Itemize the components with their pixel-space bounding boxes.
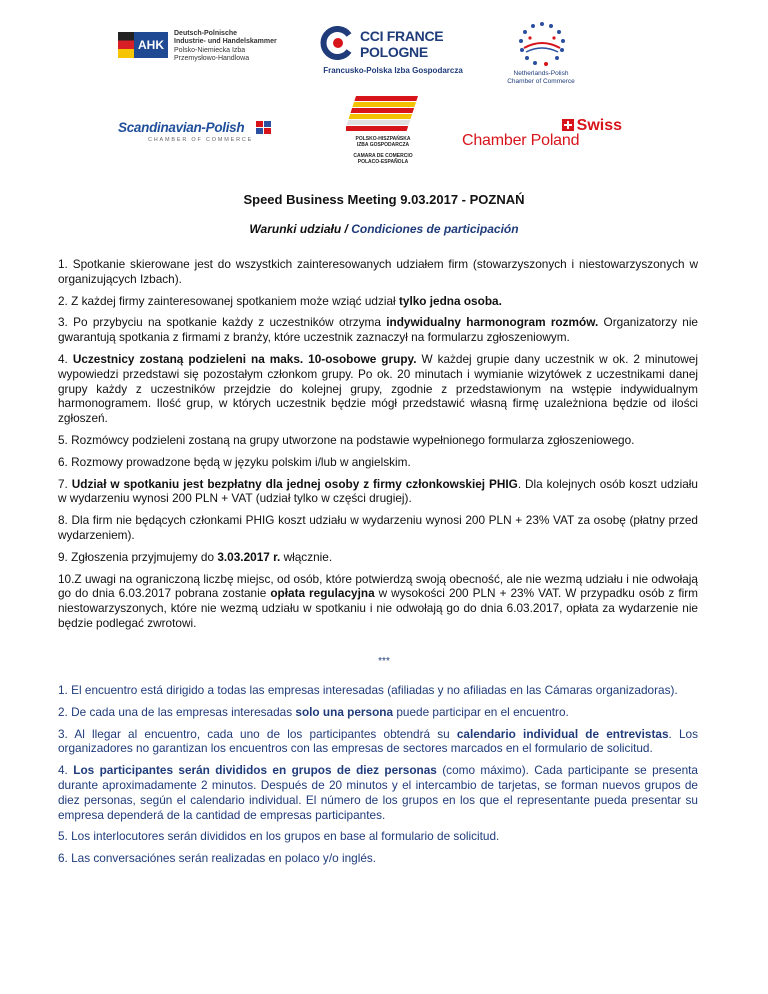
pl-p4-text-c: W każdej grupie dany uczestnik w ok. 2 minutowej wypowiedzi przedstawi się pozostałym członkom grupy. Po ok. 20 minutach i wymianie wizytówek z uczestnikami danej grupy każdy z uczestników przejdzie do kolejnej grupy, zgodnie z przedstawionym na wstępie indywidualnym harmonogramem. Ilość grup, w których uczestnik będzie mógł przedstawić własną firmę uzależniona będzie od ilości zgłoszeń. <box>58 351 698 426</box>
pl-p7-text-c: . Dla kolejnych osób koszt udziału w wydarzeniu wynosi 200 PLN + VAT (udział tylko w części drugiej). <box>58 476 698 506</box>
ahk-line-4: Przemysłowo-Handlowa <box>174 54 250 62</box>
swiss-cross-icon <box>562 119 574 131</box>
scan-subtitle: CHAMBER OF COMMERCE <box>148 137 254 143</box>
ahk-line-1: Deutsch-Polnische <box>174 30 238 37</box>
german-flag-icon <box>118 32 134 58</box>
spanish-conditions <box>58 683 698 873</box>
pl-paragraph-2 <box>58 294 698 309</box>
es-paragraph-4 <box>58 763 698 822</box>
es-paragraph-2 <box>58 705 698 720</box>
cci-subtitle: Francusko-Polska Izba Gospodarcza <box>323 66 463 75</box>
es-p2-bold: solo una persona <box>295 704 394 719</box>
es-p4-text-c: (como máximo). Cada participante se presenta durante aproximadamente 2 minutos. Después de 20 minutos y el intercambio de tarjetas, se forman nuevos grupos de diez personas, según el calendario individual. El número de los grupos en los que el representante pueda presentar su empresa dependerá de la cantidad de empresas participantes. <box>58 763 698 822</box>
section-separator: *** <box>378 656 390 667</box>
pl-p3-text-c: Organizatorzy nie gwarantują spotkania z firmami z branży, które uczestnik zaznaczył na formularzu zgłoszeniowym. <box>58 315 698 345</box>
nl-line-1: Netherlands-Polish <box>513 70 569 77</box>
ahk-line-3: Polsko-Niemiecka Izba <box>174 46 246 54</box>
esp-line-3: CAMARA DE COMERCIO <box>353 152 413 159</box>
pl-p9-text-a: 9. Zgłoszenia przyjmujemy do <box>58 549 218 564</box>
pl-p10-text-a: 10.Z uwagi na ograniczoną liczbę miejsc, od osób, które potwierdzą swoją obecność, ale nie wezmą udziału i nie odwołają go do dnia 6.03.2017 pobrana zostanie <box>58 571 698 601</box>
pl-paragraph-5: 5. Rozmówcy podzieleni zostaną na grupy utworzone na podstawie wypełnionego formularza zgłoszeniowego. <box>58 432 635 447</box>
swiss-line-1-text: Swiss <box>576 117 622 134</box>
es-p4-text-a: 4. <box>58 763 74 778</box>
scan-title: Scandinavian-Polish <box>118 120 245 135</box>
pl-p2-text: 2. Z każdej firmy zainteresowanej spotkaniem może wziąć udział <box>58 293 399 308</box>
pl-p9-text-c: włącznie. <box>280 549 333 564</box>
nl-line-2: Chamber of Commerce <box>507 78 575 85</box>
pl-paragraph-9 <box>58 550 698 565</box>
polish-spanish-logo <box>340 96 426 180</box>
cci-france-logo <box>318 22 468 82</box>
es-paragraph-5: 5. Los interlocutores serán divididos en los grupos en base al formulario de solicitud. <box>58 829 500 844</box>
es-p2-text-a: 2. De cada una de las empresas interesadas <box>58 704 296 719</box>
swiss-line-2: Chamber Poland <box>462 132 580 149</box>
pl-p10-bold: opłata regulacyjna <box>270 586 375 601</box>
esp-subtitle <box>340 136 426 166</box>
es-paragraph-1: 1. El encuentro está dirigido a todas las empresas interesadas (afiliadas y no afiliadas en las Cámaras organizadoras). <box>58 683 678 697</box>
es-p2-text-c: puede participar en el encuentro. <box>393 704 569 719</box>
pl-p4-text-a: 4. <box>58 351 73 366</box>
pl-paragraph-1: 1. Spotkanie skierowane jest do wszystkich zainteresowanych udziałem firm (stowarzyszonych i niestowarzyszonych w organizujących Izbach). <box>58 257 698 286</box>
cci-line-1: CCI FRANCE <box>360 28 444 44</box>
nordic-flags-icon <box>256 121 272 135</box>
nl-subtitle <box>486 70 596 86</box>
es-paragraph-6: 6. Las conversaciónes serán realizadas en polaco y/o inglés. <box>58 851 377 866</box>
ahk-logo <box>118 26 308 70</box>
pl-paragraph-10 <box>58 572 698 631</box>
es-p4-bold: Los participantes serán divididos en grupos de diez personas <box>73 763 437 778</box>
pl-p4-bold: Uczestnicy zostaną podzieleni na maks. 10-osobowe grupy. <box>72 351 417 366</box>
subtitle-polish: Warunki udziału / <box>249 222 352 236</box>
pl-p3-text-a: 3. Po przybyciu na spotkanie każdy z uczestników otrzyma <box>58 315 387 330</box>
pl-paragraph-3 <box>58 315 698 345</box>
ahk-line-2: Industrie- und Handelskammer <box>174 38 277 46</box>
ahk-logo-text <box>174 30 277 63</box>
pl-p3-bold: indywidualny harmonogram rozmów. <box>386 315 599 330</box>
pl-p7-text-a: 7. <box>58 476 72 491</box>
es-p3-text-c: . Los organizadores no garantizan los encuentros con las empresas de sectores marcados en el formulario de solicitud. <box>58 726 698 756</box>
es-p3-bold: calendario individual de entrevistas <box>456 726 669 741</box>
pl-paragraph-6: 6. Rozmowy prowadzone będą w języku polskim i/lub w angielskim. <box>58 454 411 469</box>
pl-p2-bold: tylko jedna osoba. <box>398 293 502 308</box>
polish-spanish-mark-icon <box>346 96 418 134</box>
pl-paragraph-4 <box>58 352 698 426</box>
cci-mark-icon <box>320 26 354 60</box>
netherlands-polish-logo <box>486 20 596 92</box>
esp-line-1: POLSKO-HISZPAŃSKA <box>355 136 411 142</box>
subtitle-spanish: Condiciones de participación <box>351 222 519 236</box>
pl-paragraph-7 <box>58 477 698 507</box>
esp-line-2: IZBA GOSPODARCZA <box>356 142 410 149</box>
polish-conditions <box>58 257 698 638</box>
pl-paragraph-8: 8. Dla firm nie będących członkami PHIG koszt udziału w wydarzeniu wynosi 200 PLN + 23% VAT za osobę (płatny przed wydarzeniem). <box>58 513 698 542</box>
nl-star-ring-icon <box>514 20 570 68</box>
ahk-logo-mark <box>118 32 166 58</box>
document-title: Speed Business Meeting 9.03.2017 - POZNAŃ <box>243 192 525 207</box>
es-paragraph-3 <box>58 727 698 757</box>
document-subtitle <box>0 222 768 236</box>
cci-line-2: POLOGNE <box>360 44 428 60</box>
pl-p9-bold: 3.03.2017 r. <box>217 549 281 564</box>
swiss-chamber-logo <box>462 117 622 151</box>
pl-p7-bold: Udział w spotkaniu jest bezpłatny dla jednej osoby z firmy członkowskiej PHIG <box>71 476 518 491</box>
scandinavian-polish-logo <box>118 120 278 146</box>
es-p3-text-a: 3. Al llegar al encuentro, cada uno de los participantes obtendrá su <box>58 726 457 741</box>
ahk-logo-name: AHK <box>134 32 168 58</box>
pl-p10-text-c: w wysokości 200 PLN + 23% VAT. W przypadku osób z firm niestowarzyszonych, które nie wezmą udziału w spotkaniu i nie odwołają go do dnia 6.03.2017, opłata za wydarzenie nie będzie podlegać zwrotowi. <box>58 586 698 630</box>
esp-line-4: POLACO-ESPAÑOLA <box>357 159 409 166</box>
